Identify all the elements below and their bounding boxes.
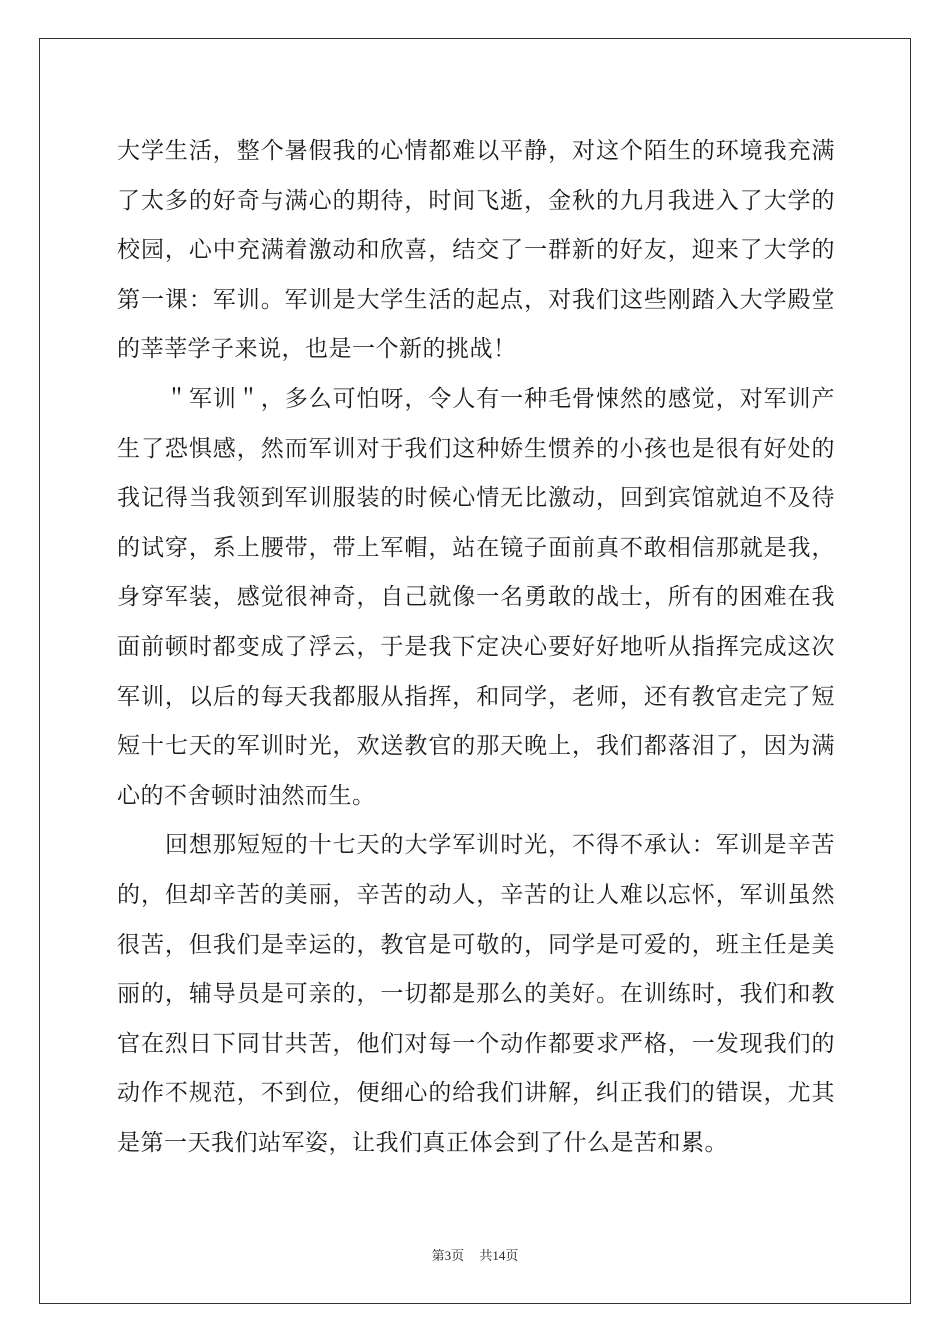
text-line: 动作不规范，不到位，便细心的给我们讲解，纠正我们的错误，尤其 [117, 1080, 835, 1107]
text-line: 校园，心中充满着激动和欣喜，结交了一群新的好友，迎来了大学的 [117, 237, 835, 264]
text-line: 很苦，但我们是幸运的，教官是可敬的，同学是可爱的，班主任是美 [117, 931, 835, 958]
document-body [117, 127, 835, 1168]
text-line: 官在烈日下同甘共苦，他们对每一个动作都要求严格，一发现我们的 [117, 1030, 835, 1057]
text-line: 面前顿时都变成了浮云，于是我下定决心要好好地听从指挥完成这次 [117, 633, 835, 660]
text-line: 大学生活，整个暑假我的心情都难以平静，对这个陌生的环境我充满 [117, 138, 835, 164]
text-line: 军训，以后的每天我都服从指挥，和同学，老师，还有教官走完了短 [117, 683, 835, 710]
page-footer [0, 1245, 950, 1264]
text-line: 短十七天的军训时光，欢送教官的那天晚上，我们都落泪了，因为满 [117, 733, 835, 760]
text-line: 了太多的好奇与满心的期待，时间飞逝，金秋的九月我进入了大学的 [117, 187, 835, 214]
text-line: 的莘莘学子来说，也是一个新的挑战！ [117, 336, 517, 363]
page-total: 共14页 [479, 1248, 519, 1263]
text-line: 丽的，辅导员是可亲的，一切都是那么的美好。在训练时，我们和教 [117, 981, 835, 1008]
text-line: 生了恐惧感，然而军训对于我们这种娇生惯养的小孩也是很有好处的 [117, 435, 835, 462]
text-line: 身穿军装，感觉很神奇，自己就像一名勇敢的战士，所有的困难在我 [117, 584, 835, 611]
text-line: 是第一天我们站军姿，让我们真正体会到了什么是苦和累。 [117, 1129, 728, 1156]
text-line: 的试穿，系上腰带，带上军帽，站在镜子面前真不敢相信那就是我， [117, 534, 835, 561]
text-line: 心的不舍顿时油然而生。 [117, 782, 376, 809]
page-number: 第3页 [431, 1248, 465, 1263]
text-line: ＂军训＂，多么可怕呀，令人有一种毛骨悚然的感觉，对军训产 [165, 385, 835, 412]
text-line: 第一课：军训。军训是大学生活的起点，对我们这些刚踏入大学殿堂 [117, 286, 835, 313]
text-line: 回想那短短的十七天的大学军训时光，不得不承认：军训是辛苦 [165, 832, 835, 859]
text-line: 的，但却辛苦的美丽，辛苦的动人，辛苦的让人难以忘怀，军训虽然 [117, 881, 835, 908]
text-line: 我记得当我领到军训服装的时候心情无比激动，回到宾馆就迫不及待 [117, 485, 835, 512]
